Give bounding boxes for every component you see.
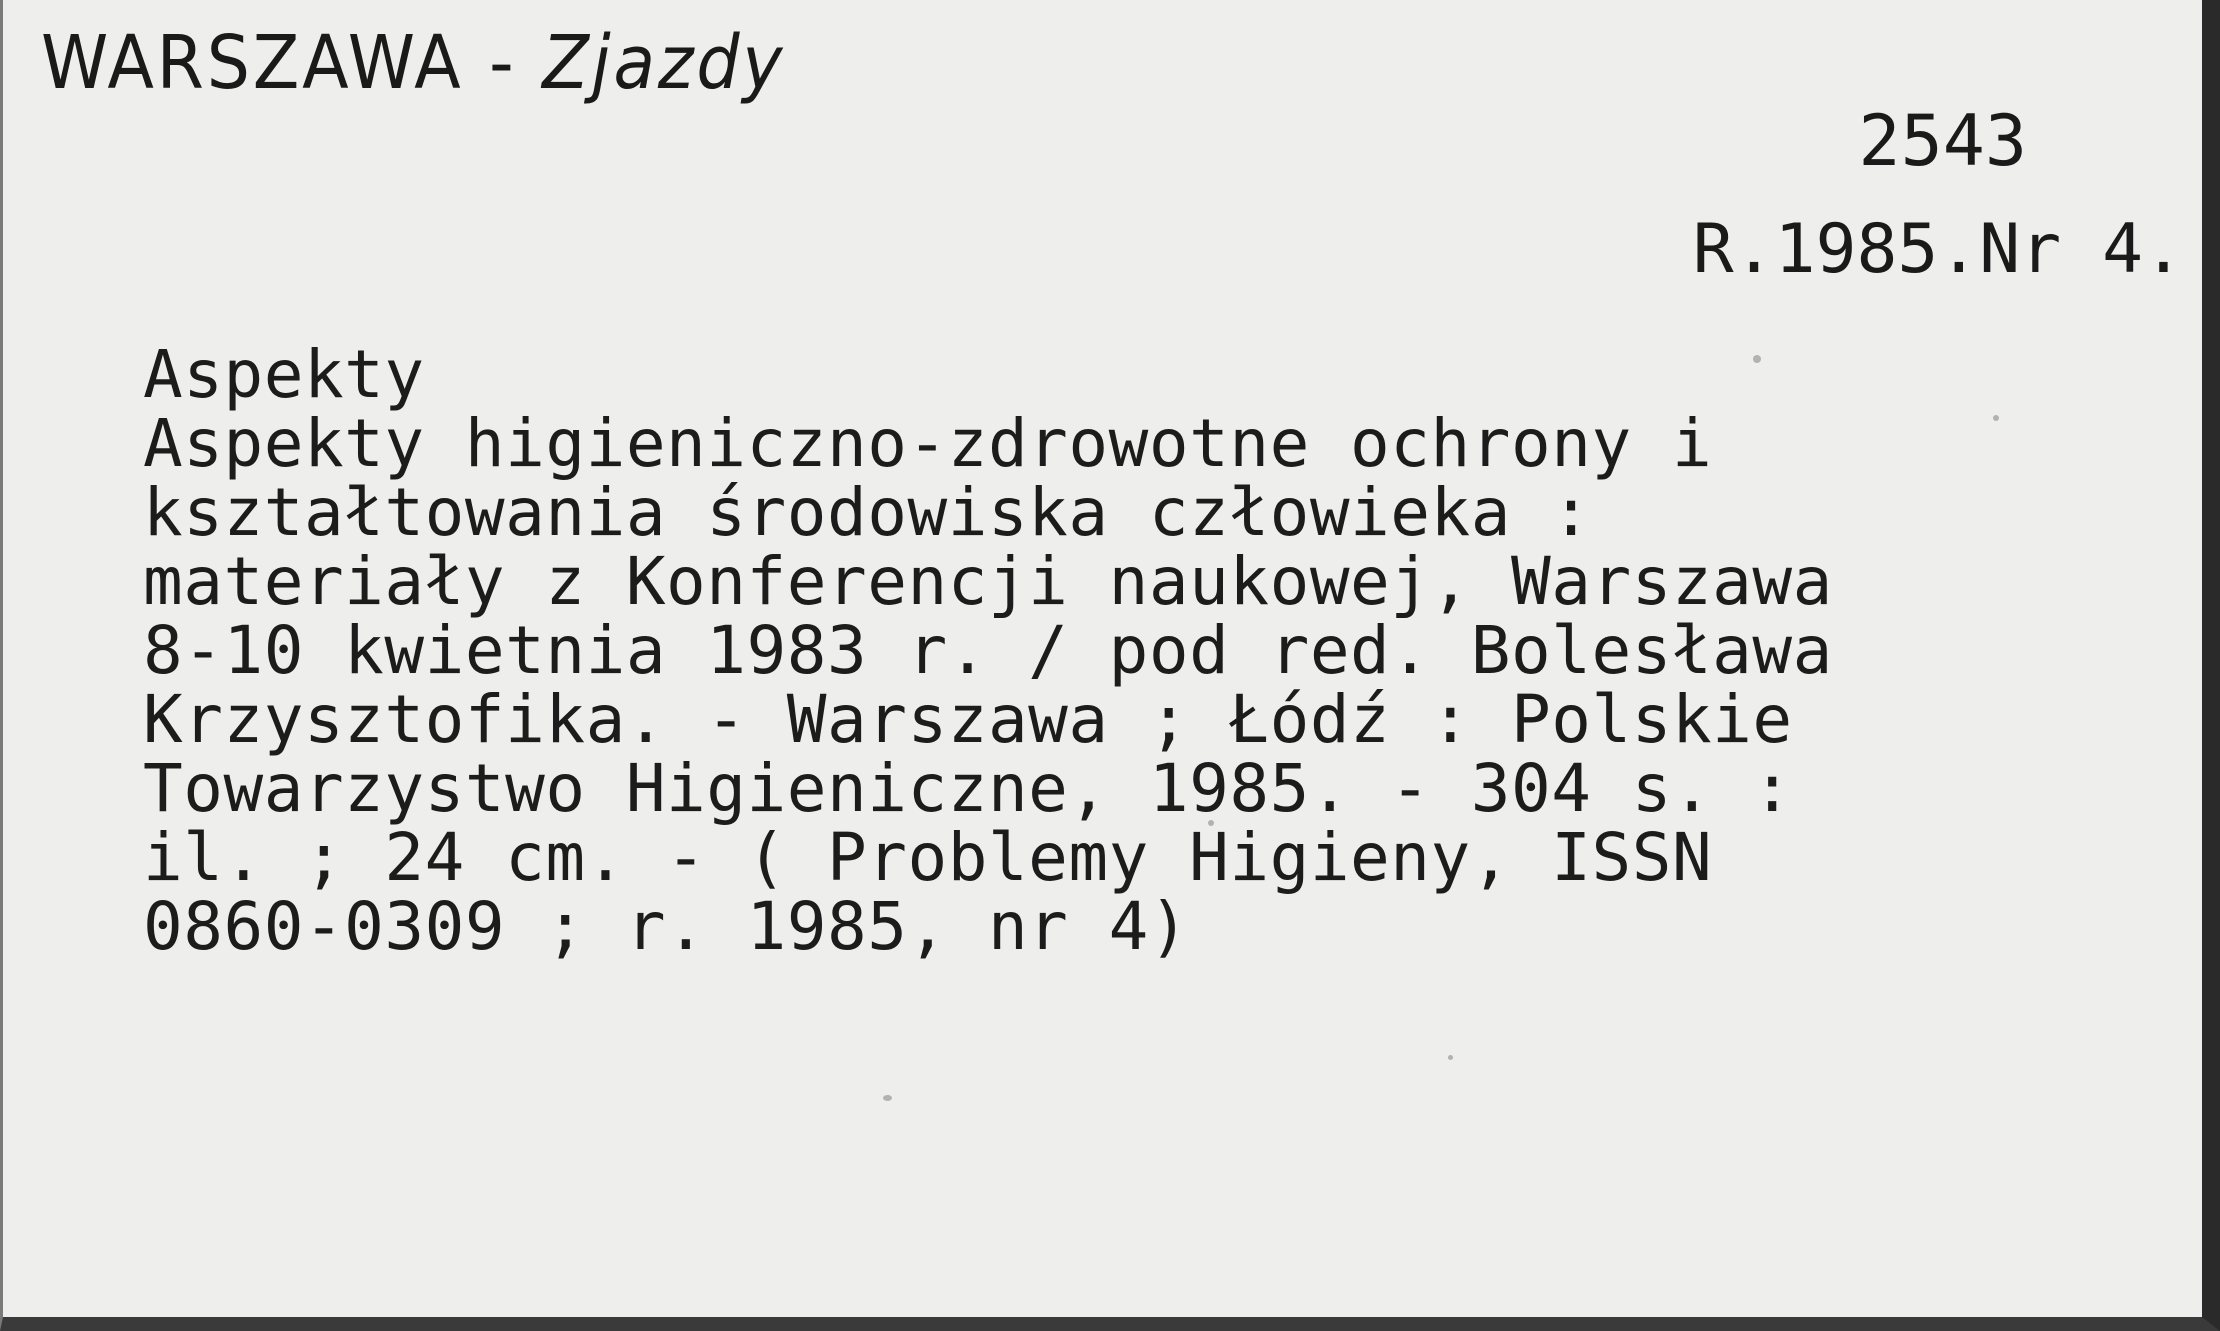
entry-line: Krzysztofika. - Warszawa ; Łódź : Polskie [143,681,1793,758]
dust-speck [1448,1055,1453,1060]
call-number: 2543 [1858,100,2027,182]
entry-line: Towarzystwo Higieniczne, 1985. - 304 s. : [143,750,1793,827]
entry-line: kształtowania środowiska człowieka : [143,474,1592,551]
bibliographic-entry [143,336,2193,965]
issue-reference: R.1985.Nr 4. [1692,210,2184,289]
entry-line: Aspekty higieniczno-zdrowotne ochrony i [143,405,1713,482]
entry-line: 8-10 kwietnia 1983 r. / pod red. Bolesława [143,612,1833,689]
heading-separator: - [489,20,517,106]
dust-speck [883,1095,892,1101]
entry-line: 0860-0309 ; r. 1985, nr 4) [143,888,1190,965]
heading-place: WARSZAWA [41,20,464,106]
heading-subject: Zjazdy [542,20,786,106]
entry-line: il. ; 24 cm. - ( Problemy Higieny, ISSN [143,819,1713,896]
card-heading [41,20,785,106]
entry-line: materiały z Konferencji naukowej, Warszawa [143,543,1833,620]
entry-line: Aspekty [143,336,425,413]
